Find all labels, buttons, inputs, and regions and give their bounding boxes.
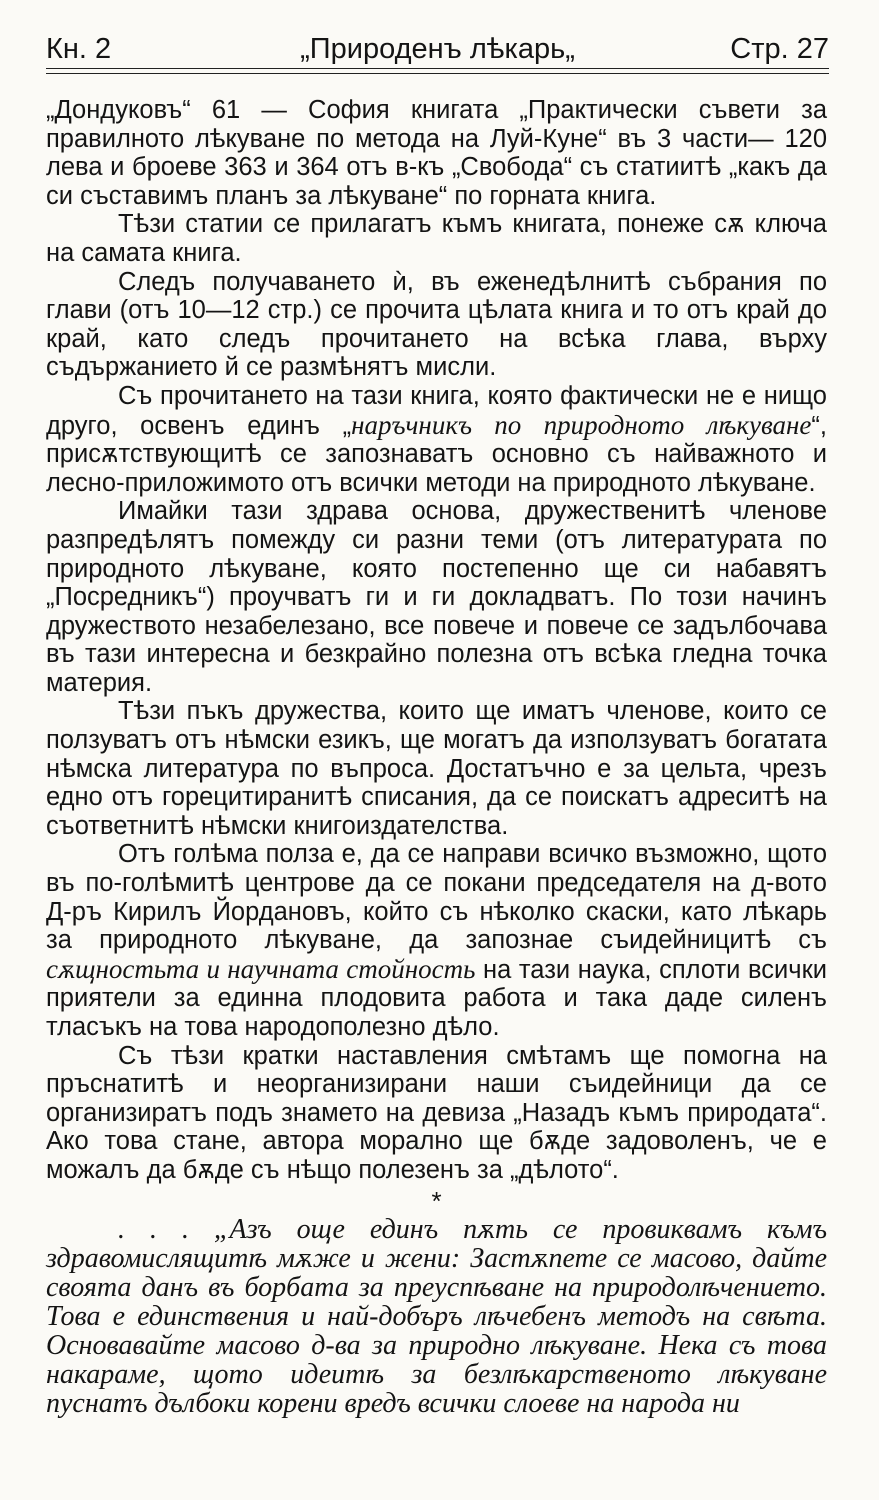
paragraph-8: Съ тѣзи кратки наставления смѣтамъ ще помогна на пръснатитѣ и неорганизирани наши съидейници да се организиратъ подъ знамето на девиза „Назадъ къмъ природата“. Ако това стане, автора морално ще бѫде задоволенъ, че е можалъ да бѫде съ нѣщо полезенъ за „дѣлото“. [46,1041,827,1184]
issue-number: Кн. 2 [46,33,112,65]
paragraph-4 [46,382,827,497]
paragraph-7-text-a: Отъ голѣма полза е, да се направи всичко възможно, щото въ по-голѣмитѣ центрове да се покани председателя на д-вото Д-ръ Кирилъ Йордановъ, който съ нѣколко скаски, като лѣкарь за природното лѣкуване, да запознае съидейницитѣ съ [46,840,827,955]
paragraph-7 [46,840,827,1041]
header-rule-bottom [46,73,829,74]
article-body [46,96,827,1418]
paragraph-2: Тѣзи статии се прилагатъ къмъ книгата, понеже сѫ ключа на самата книга. [46,210,827,267]
paragraph-7-text-c: на тази наука, сплоти всички приятели за единна плодовита работа и така даде силенъ тласъкъ на това народополезно дѣло. [46,955,827,1041]
paragraph-3: Следъ получаването ѝ, въ еженедѣлнитѣ събрания по глави (отъ 10—12 стр.) се прочита цѣлата книга и то отъ край до край, като следъ прочитането на всѣка глава, върху съдържанието й се размѣнятъ мисли. [46,267,827,382]
paragraph-4-text-a: Съ прочитането на тази книга, която фактически не е нищо друго, освенъ единъ „ [46,381,827,440]
paragraph-4-emphasis: наръчникъ по природното лѣкуване [351,409,812,440]
paragraph-1: „Дондуковъ“ 61 — София книгата „Практически съвети за правилното лѣкуване по метода на Луй-Куне“ въ 3 части— 120 лева и броеве 363 и 364 отъ в-къ „Свобода“ съ статиитѣ „какъ да си съставимъ планъ за лѣкуване“ по горната книга. [46,96,827,210]
paragraph-7-emphasis: сѫщностьта и научната стойность [46,953,476,984]
paragraph-5: Имайки тази здрава основа, дружественитѣ членове разпредѣлятъ помежду си разни теми (отъ литературата по природното лѣкуване, която постепенно ще си набавятъ „Посредникъ“) проучватъ ги и ги докладватъ. По този начинъ дружеството незабелезано, все повече и повече се задълбочава въ тази интересна и безкрайно полезна отъ всѣка гледна точка материя. [46,497,827,697]
section-asterisk: * [431,1185,442,1216]
journal-title: „Природенъ лѣкарь„ [300,33,575,65]
header-rule-top [46,68,829,69]
paragraph-4-text-c: “, присѫтствующитѣ се запознаватъ основно съ найважното и лесно-приложимото отъ всички методи на природното лѣкуване. [46,411,827,497]
running-header [46,28,829,70]
page-number: Стр. 27 [730,33,829,65]
closing-quote: . . . „Азъ още единъ пѫть се провиквамъ къмъ здравомислящитѣ мѫже и жени: Застѫпете се масово, дайте своята данъ въ борбата за преуспѣване на природолѣчението. Това е единствения и най-добъръ лѣчебенъ методъ на свѣта. Основавайте масово д-ва за природно лѣкуване. Нека съ това накараме, щото идеитѣ за безлѣкарственото лѣкуване пуснатъ дълбоки корени вредъ всички слоеве на народа ни [46,1213,827,1419]
paragraph-6: Тѣзи пъкъ дружества, които ще иматъ членове, които се ползуватъ отъ нѣмски езикъ, ще могатъ да използуватъ богатата нѣмска литература по въпроса. Достатъчно е за цельта, чрезъ едно отъ горецитиранитѣ списания, да се поискатъ адреситѣ на съответнитѣ нѣмски книгоиздателства. [46,697,827,840]
